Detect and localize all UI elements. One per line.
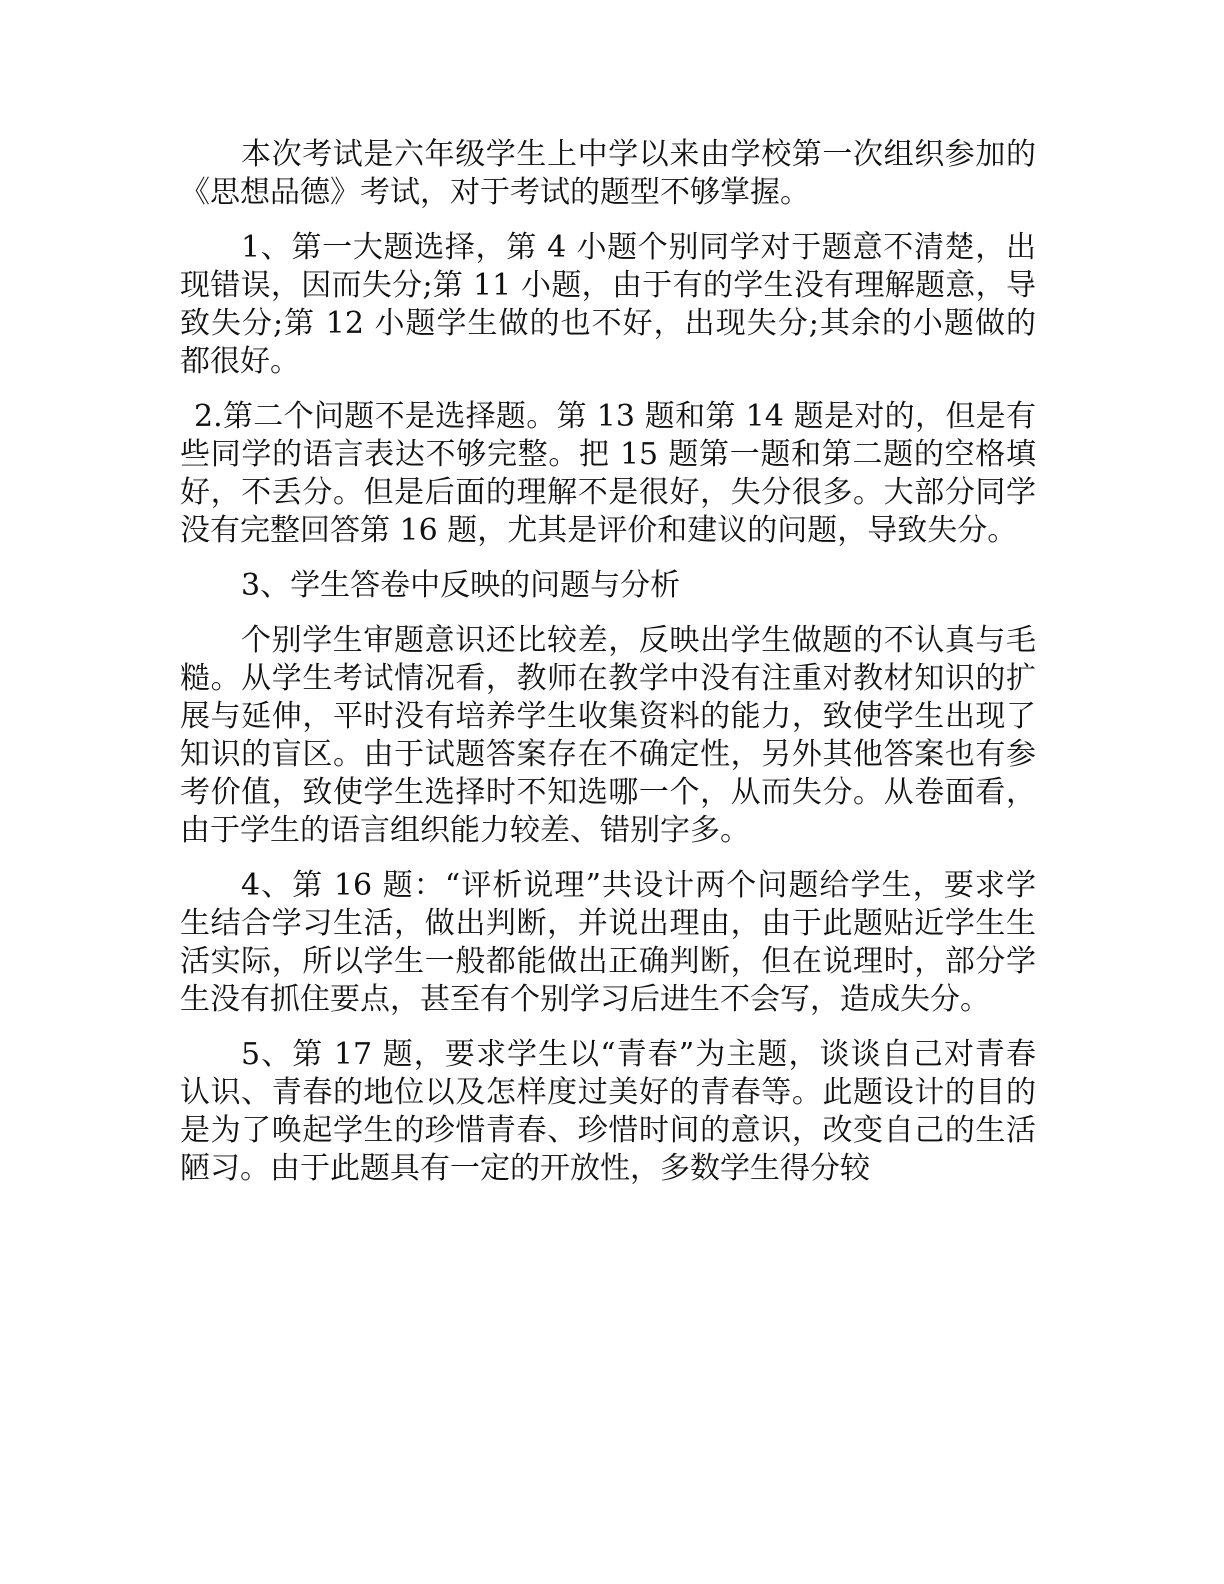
- paragraph-item-3-heading: 3、学生答卷中反映的问题与分析: [241, 568, 681, 603]
- paragraph-item-1: 1、第一大题选择，第 4 小题个别同学对于题意不清楚，出现错误，因而失分;第 11 小题，由于有的学生没有理解题意，导致失分;第 12 小题学生做的也不好，出现失分;其余的小题做的都很好。: [180, 230, 1036, 379]
- paragraph-item-5: 5、第 17 题，要求学生以“青春”为主题，谈谈自己对青春认识、青春的地位以及怎样度过美好的青春等。此题设计的目的是为了唤起学生的珍惜青春、珍惜时间的意识，改变自己的生活陋习。由于此题具有一定的开放性，多数学生得分较: [180, 1037, 1036, 1186]
- paragraph-analysis: 个别学生审题意识还比较差，反映出学生做题的不认真与毛糙。从学生考试情况看，教师在教学中没有注重对教材知识的扩展与延伸，平时没有培养学生收集资料的能力，致使学生出现了知识的盲区。由于试题答案存在不确定性，另外其他答案也有参考价值，致使学生选择时不知选哪一个，从而失分。从卷面看，由于学生的语言组织能力较差、错别字多。: [180, 623, 1036, 848]
- paragraph-item-4: 4、第 16 题：“评析说理”共设计两个问题给学生，要求学生结合学习生活，做出判断，并说出理由，由于此题贴近学生生活实际，所以学生一般都能做出正确判断，但在说理时，部分学生没有抓住要点，甚至有个别学习后进生不会写，造成失分。: [180, 868, 1036, 1017]
- paragraph-item-2: 2.第二个问题不是选择题。第 13 题和第 14 题是对的，但是有些同学的语言表达不够完整。把 15 题第一题和第二题的空格填好，不丢分。但是后面的理解不是很好，失分很多。大部分同学没有完整回答第 16 题，尤其是评价和建议的问题，导致失分。: [180, 399, 1036, 548]
- paragraph-intro: 本次考试是六年级学生上中学以来由学校第一次组织参加的《思想品德》考试，对于考试的题型不够掌握。: [180, 137, 1036, 210]
- document-page: [180, 136, 1036, 1205]
